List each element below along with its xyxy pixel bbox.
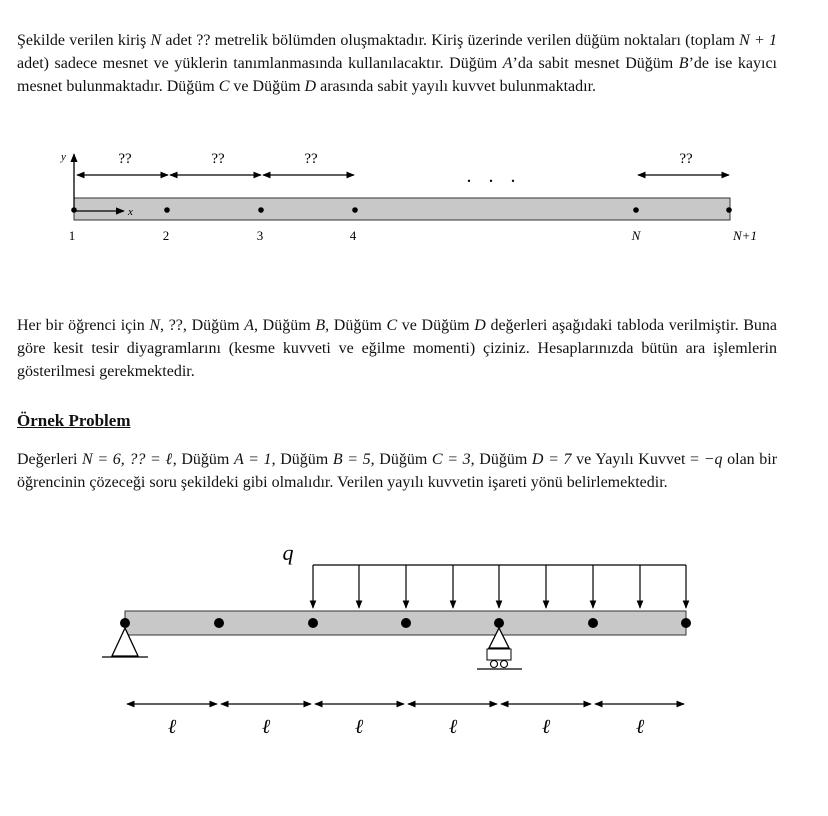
node-dot bbox=[681, 618, 691, 628]
x-axis-label: x bbox=[128, 206, 133, 218]
task-paragraph: Her bir öğrenci için N, ??, Düğüm A, Düğüm B, Düğüm C ve Düğüm D değerleri aşağıdaki tabloda verilmiştir. Buna göre kesit tesir diyagramlarını (kesme kuvveti ve eğilme momenti) çiziniz. Hesaplarınızda bütün ara işlemlerin gösterilmesi gerekmektedir. bbox=[17, 317, 778, 380]
example-beam-figure bbox=[0, 540, 828, 740]
dim-label-3: ?? bbox=[304, 151, 318, 167]
node-label: 2 bbox=[162, 228, 170, 243]
node-dot bbox=[214, 618, 224, 628]
general-beam-figure bbox=[0, 140, 828, 250]
node-dot bbox=[71, 207, 77, 213]
node-dot bbox=[401, 618, 411, 628]
dim-label: ℓ bbox=[448, 716, 458, 738]
ellipsis: . . . bbox=[466, 165, 522, 187]
node-label: N bbox=[631, 228, 641, 243]
node-dot bbox=[258, 207, 264, 213]
example-paragraph: Değerleri N = 6, ?? = ℓ, Düğüm A = 1, Düğüm B = 5, Düğüm C = 3, Düğüm D = 7 ve Yayılı Kuvvet = −q olan bir öğrencinin çözeceği soru şekildeki gibi olmalıdır. Verilen yayılı kuvvetin işareti yönü belirlemektedir. bbox=[17, 451, 778, 491]
node-dot bbox=[164, 207, 170, 213]
dim-label: ℓ bbox=[167, 716, 177, 738]
node-dot bbox=[633, 207, 639, 213]
load-label: q bbox=[282, 540, 294, 565]
node-dot bbox=[726, 207, 732, 213]
dim-label: ℓ bbox=[541, 716, 551, 738]
example-heading: Örnek Problem bbox=[17, 411, 131, 430]
node-label: N+1 bbox=[733, 228, 757, 243]
node-label: 1 bbox=[68, 228, 76, 243]
dim-label: ℓ bbox=[354, 716, 364, 738]
dim-label-2: ?? bbox=[211, 151, 225, 167]
load-arrows bbox=[313, 565, 686, 608]
node-label: 3 bbox=[256, 228, 264, 243]
node-dot bbox=[352, 207, 358, 213]
node-dot bbox=[588, 618, 598, 628]
dim-label: ℓ bbox=[261, 716, 271, 738]
y-axis-label: y bbox=[61, 151, 66, 163]
intro-paragraph: Şekilde verilen kiriş N adet ?? metrelik bölümden oluşmaktadır. Kiriş üzerinde verilen düğüm noktaları (toplam N + 1 adet) sadece mesnet ve yüklerin tanımlanmasında kullanılacaktır. Düğüm A’da sabit mesnet Düğüm B’de ise kayıcı mesnet bulunmaktadır. Düğüm C ve Düğüm D arasında sabit yayılı kuvvet bulunmaktadır. bbox=[17, 32, 778, 95]
beam bbox=[74, 198, 730, 220]
node-label: 4 bbox=[349, 228, 357, 243]
node-dot bbox=[308, 618, 318, 628]
node-dot bbox=[494, 618, 504, 628]
dim-label-1: ?? bbox=[118, 151, 132, 167]
dim-label: ℓ bbox=[635, 716, 645, 738]
dim-label-4: ?? bbox=[679, 151, 693, 167]
